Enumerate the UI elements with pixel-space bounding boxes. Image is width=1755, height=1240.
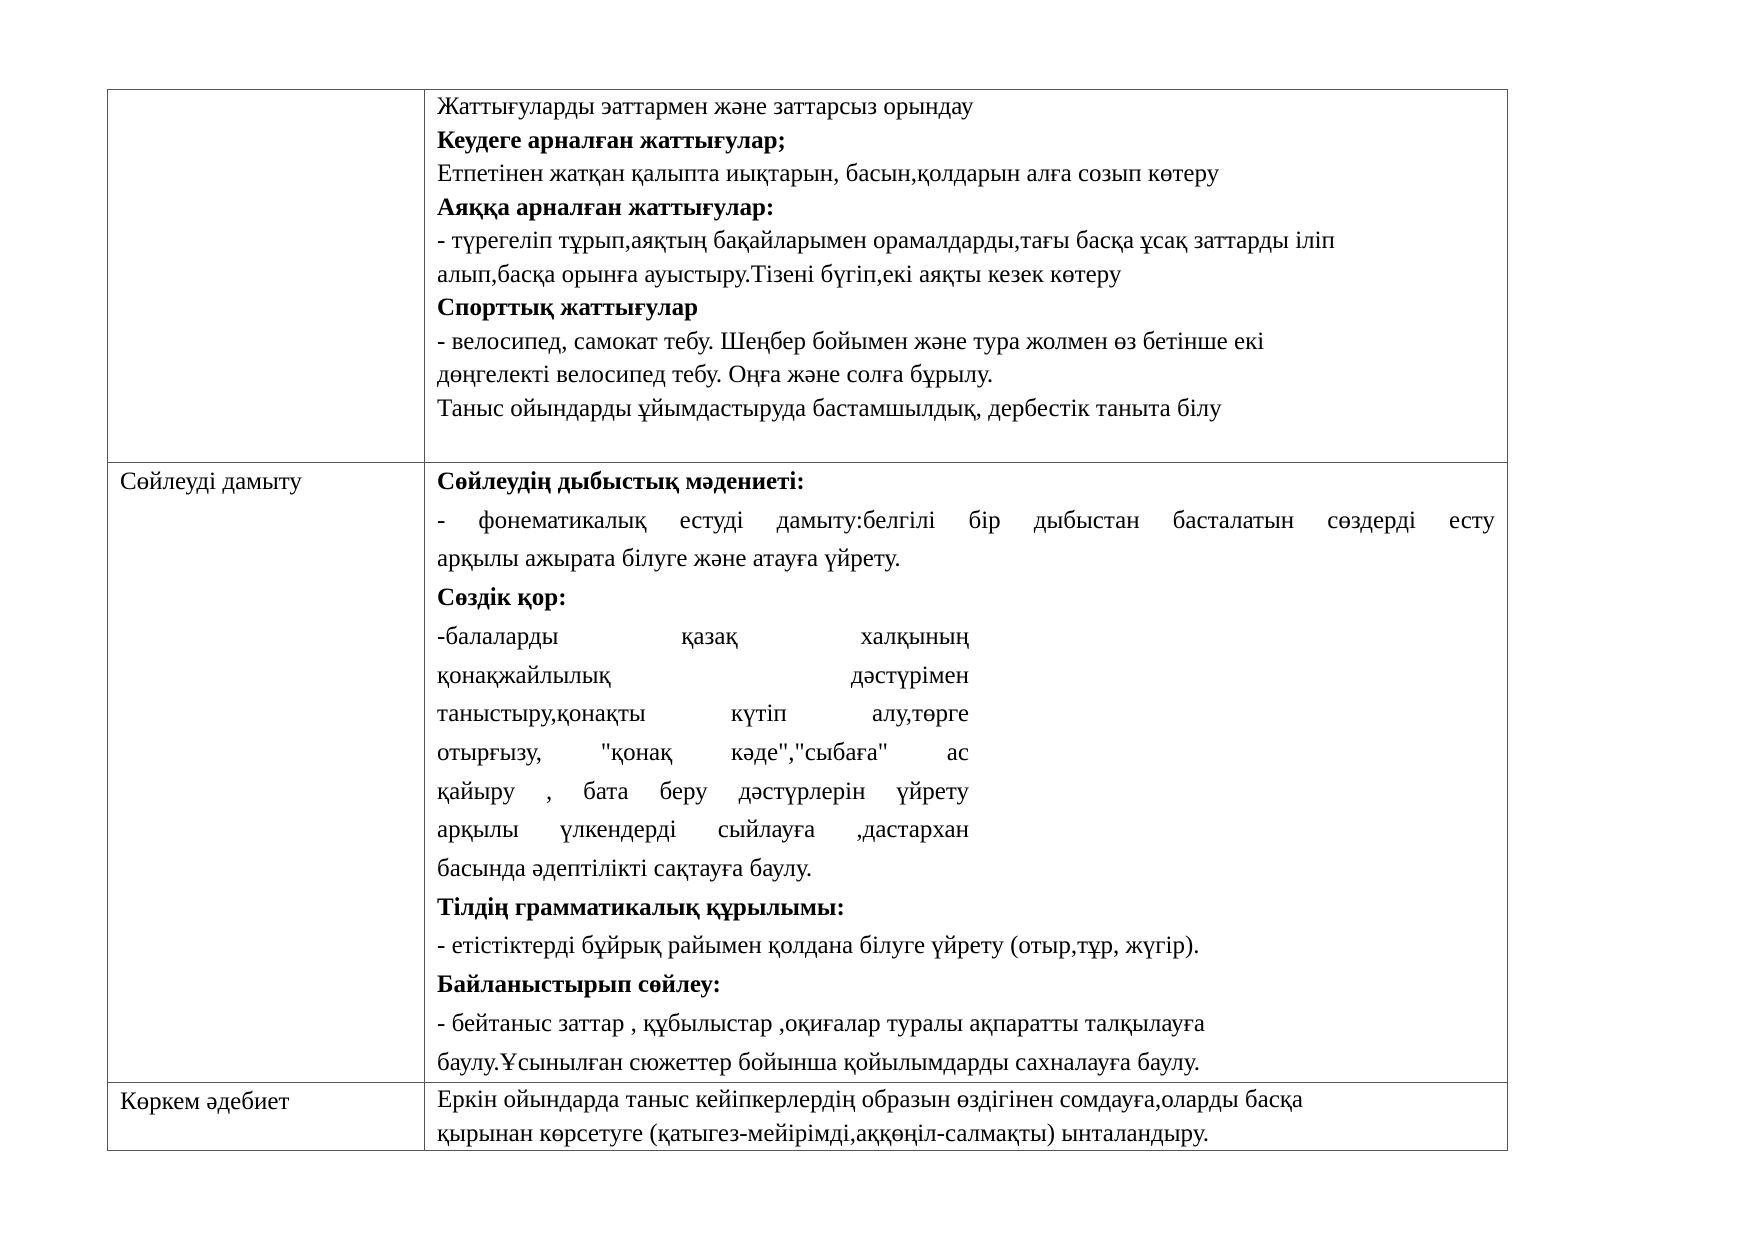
justified-column-block — [437, 618, 1495, 850]
word: арқылы — [437, 816, 519, 844]
word: сыйлауға — [717, 816, 816, 844]
text-line: - түрегеліп тұрып,аяқтың бақайларымен орамалдарды,тағы басқа ұсақ заттарды іліп — [437, 227, 1335, 254]
word: басталатын — [1172, 506, 1295, 534]
text-line: дөңгелекті велосипед тебу. Оңға және солға бұрылу. — [437, 361, 994, 388]
word: фонематикалық — [478, 506, 647, 534]
word: үйрету — [896, 777, 969, 805]
text-line: қырынан көрсетуге (қатыгез-мейірімді,аққөңіл-салмақты) ынталандыру. — [437, 1119, 1209, 1147]
word: қонақжайлылық — [437, 661, 611, 689]
word: , — [545, 777, 553, 805]
justified-line — [437, 773, 969, 812]
text-line: Таныс ойындарды ұйымдастыруда бастамшылдық, дербестік таныта білу — [437, 394, 1222, 422]
section-heading: Сөйлеудің дыбыстық мәдениеті: — [437, 468, 805, 495]
justified-line — [437, 618, 969, 657]
text-line: Еркін ойындарда таныс кейіпкерлердің образын өздігінен сомдауға,оларды басқа — [437, 1086, 1304, 1114]
document-table — [107, 89, 1508, 1151]
word: халқының — [860, 622, 969, 650]
justified-line — [437, 695, 969, 734]
row-label: Көркем әдебиет — [120, 1088, 290, 1116]
table-row — [108, 90, 1508, 463]
text-line: - етістіктерді бұйрық райымен қолдана білуге үйрету (отыр,тұр, жүгір). — [437, 932, 1200, 960]
word: бата — [583, 777, 629, 805]
word: естуді — [679, 506, 744, 534]
word: дыбыстан — [1033, 506, 1140, 534]
justified-line — [437, 502, 1495, 541]
text-line: баулу.Ұсынылған сюжеттер бойынша қойылымдарды сахналауға баулу. — [437, 1048, 1200, 1076]
table-row — [108, 1083, 1508, 1151]
word: отырғызу, — [437, 738, 543, 766]
word: беру — [659, 777, 708, 805]
row-label: Сөйлеуді дамыту — [120, 468, 302, 495]
section-heading: Тілдің грамматикалық құрылымы: — [437, 893, 845, 921]
justified-line — [437, 657, 969, 696]
word: таныстыру,қонақты — [437, 700, 646, 728]
word: ,дастархан — [856, 816, 969, 844]
row-content-cell — [425, 90, 1508, 463]
word: дәстүрлерін — [738, 777, 866, 805]
word: есту — [1448, 506, 1495, 534]
word: - — [437, 506, 446, 534]
word: -балаларды — [437, 622, 559, 650]
word: үлкендерді — [559, 816, 677, 844]
word: дәстүрімен — [850, 661, 969, 689]
word: қазақ — [681, 622, 738, 650]
justified-line — [437, 734, 969, 773]
word: күтіп — [730, 700, 787, 728]
row-label-cell — [108, 90, 425, 463]
word: кәде","сыбаға" — [731, 738, 889, 766]
word: сөздерді — [1327, 506, 1416, 534]
word: бір — [968, 506, 1001, 534]
justified-line — [437, 811, 969, 850]
section-heading: Байланыстырып сөйлеу: — [437, 971, 721, 999]
text-line: алып,басқа орынға ауыстыру.Тізені бүгіп,екі аяқты кезек көтеру — [437, 260, 1122, 288]
text-line: - велосипед, самокат тебу. Шеңбер бойымен және тура жолмен өз бетінше екі — [437, 327, 1265, 355]
table-row — [108, 463, 1508, 1083]
section-heading: Аяққа арналған жаттығулар: — [437, 193, 775, 221]
word: дамыту:белгілі — [776, 506, 936, 534]
text-line: басында әдептілікті сақтауға баулу. — [437, 855, 813, 883]
row-content-cell — [425, 463, 1508, 1083]
row-label-cell — [108, 1083, 425, 1151]
word: қайыру — [437, 777, 516, 805]
section-heading: Спорттық жаттығулар — [437, 294, 698, 321]
word: алу,төрге — [871, 700, 969, 728]
text-line: Етпетінен жатқан қалыпта иықтарын, басын,қолдарын алға созып көтеру — [437, 160, 1220, 187]
text-line: - бейтаныс заттар , құбылыстар ,оқиғалар туралы ақпаратты талқылауға — [437, 1009, 1206, 1037]
word: ас — [946, 738, 969, 766]
row-content-cell — [425, 1083, 1508, 1151]
text-line: Жаттығуларды эаттармен және заттарсыз орындау — [437, 93, 974, 120]
row-label-cell — [108, 463, 425, 1083]
text-line: арқылы ажырата білуге және атауға үйрету. — [437, 545, 901, 573]
word: "қонақ — [600, 738, 673, 766]
section-heading: Сөздік қор: — [437, 584, 567, 612]
section-heading: Кеудеге арналған жаттығулар; — [437, 126, 786, 154]
